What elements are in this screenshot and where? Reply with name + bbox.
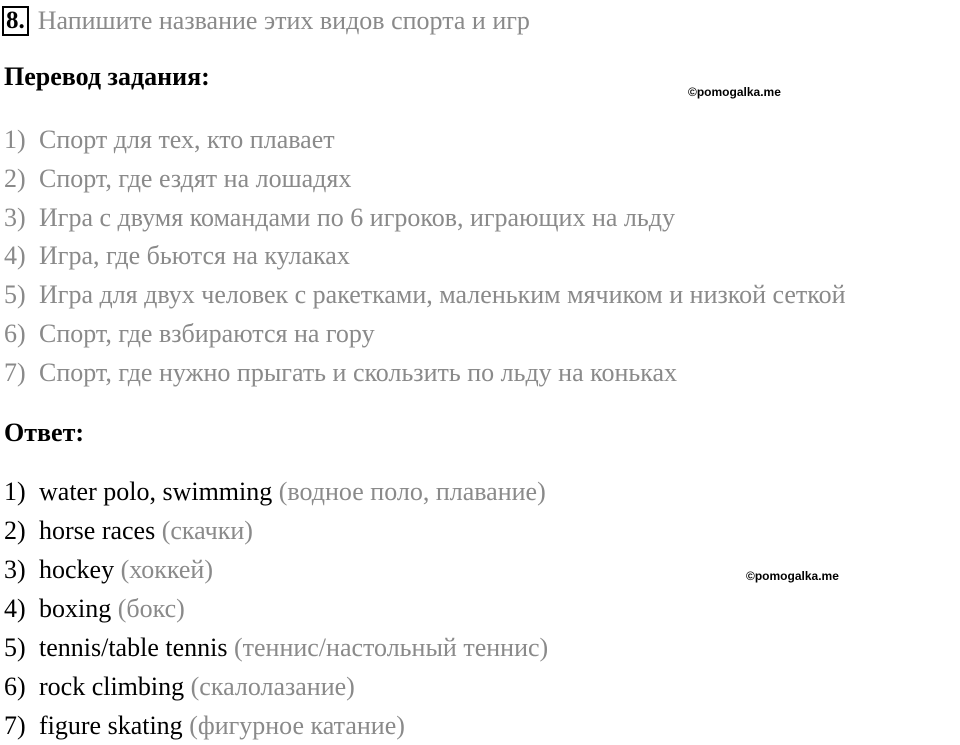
translation-item <box>4 121 845 160</box>
watermark: ©pomogalka.me <box>688 85 781 99</box>
answer-item <box>4 706 548 745</box>
answer-russian: (фигурное катание) <box>189 711 405 740</box>
item-number: 5) <box>4 633 26 662</box>
answer-item <box>4 472 548 511</box>
translation-item <box>4 276 845 315</box>
answer-list <box>4 472 548 745</box>
item-number: 1) <box>4 125 26 154</box>
answer-item <box>4 628 548 667</box>
answer-english: rock climbing <box>39 672 185 701</box>
watermark: ©pomogalka.me <box>746 569 839 583</box>
answer-english: figure skating <box>39 711 183 740</box>
answer-item <box>4 550 548 589</box>
answer-russian: (хоккей) <box>120 555 213 584</box>
answer-heading: Ответ: <box>4 418 85 447</box>
item-number: 6) <box>4 318 26 348</box>
answer-item <box>4 511 548 550</box>
item-text: Спорт, где взбираются на гору <box>39 318 375 348</box>
item-text: Игра для двух человек с ракетками, маленьким мячиком и низкой сеткой <box>39 280 846 310</box>
item-number: 7) <box>4 711 26 740</box>
answer-item <box>4 667 548 706</box>
answer-russian: (бокс) <box>117 594 185 623</box>
item-number: 3) <box>4 555 26 584</box>
translation-heading: Перевод задания: <box>4 62 210 91</box>
task-number: 8. <box>2 6 29 36</box>
translation-item <box>4 160 845 199</box>
item-number: 5) <box>4 280 26 310</box>
translation-item <box>4 199 845 238</box>
task-header <box>2 4 530 38</box>
translation-item <box>4 354 845 393</box>
answer-russian: (скачки) <box>161 516 253 545</box>
item-number: 1) <box>4 477 26 506</box>
answer-russian: (скалолазание) <box>190 672 355 701</box>
translation-item <box>4 315 845 354</box>
item-number: 3) <box>4 202 26 232</box>
answer-english: horse races <box>39 516 156 545</box>
item-number: 4) <box>4 594 26 623</box>
item-text: Спорт для тех, кто плавает <box>39 125 335 154</box>
answer-russian: (водное поло, плавание) <box>278 477 546 506</box>
translation-list <box>4 121 845 393</box>
item-number: 7) <box>4 357 26 387</box>
item-text: Спорт, где нужно прыгать и скользить по льду на коньках <box>39 357 677 387</box>
item-number: 2) <box>4 516 26 545</box>
item-text: Спорт, где ездят на лошадях <box>39 163 352 193</box>
item-text: Игра, где бьются на кулаках <box>39 241 350 271</box>
item-number: 6) <box>4 672 26 701</box>
answer-russian: (теннис/настольный теннис) <box>233 633 549 662</box>
answer-item <box>4 589 548 628</box>
translation-item <box>4 237 845 276</box>
item-number: 2) <box>4 163 26 193</box>
answer-english: hockey <box>39 555 115 584</box>
task-title: Напишите название этих видов спорта и игр <box>37 6 530 35</box>
answer-english: boxing <box>39 594 112 623</box>
item-text: Игра с двумя командами по 6 игроков, играющих на льду <box>39 202 675 232</box>
answer-english: tennis/table tennis <box>39 633 228 662</box>
item-number: 4) <box>4 241 26 271</box>
answer-english: water polo, swimming <box>39 477 273 506</box>
